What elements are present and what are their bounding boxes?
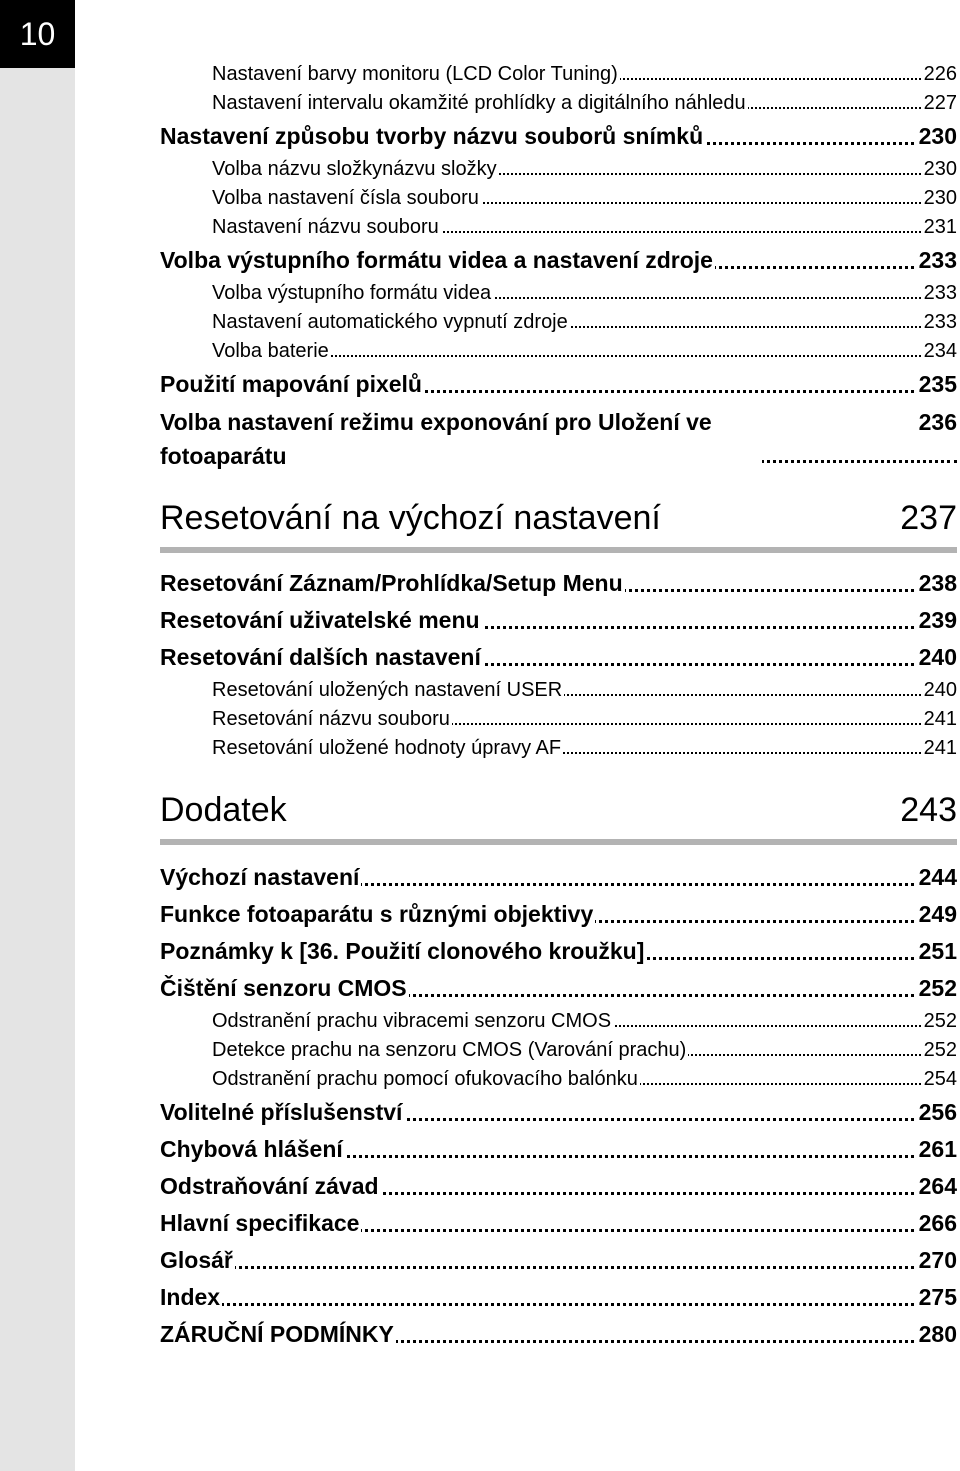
toc-entry-title: Odstraňování závad [160, 1168, 381, 1205]
toc-entry[interactable] [160, 403, 957, 473]
toc-entry-page: 230 [922, 184, 957, 213]
toc-entry-title: Resetování dalších nastavení [160, 639, 483, 676]
toc-entry[interactable] [212, 1065, 957, 1094]
toc-entry-page: 234 [922, 337, 957, 366]
section-title: Resetování na výchozí nastavení [160, 499, 661, 537]
section-title: Dodatek [160, 791, 287, 829]
toc-entry[interactable] [160, 1316, 957, 1353]
toc-entry-page: 244 [917, 859, 957, 896]
toc-entry[interactable] [160, 242, 957, 279]
toc-entry[interactable] [160, 1279, 957, 1316]
toc-entry-page: 275 [917, 1279, 957, 1316]
toc-entry[interactable] [212, 279, 957, 308]
toc-entry[interactable] [160, 1168, 957, 1205]
toc-entry-page: 256 [917, 1094, 957, 1131]
toc-entry-page: 236 [917, 405, 957, 439]
toc-entry-page: 280 [917, 1316, 957, 1353]
toc-entry-page: 241 [922, 734, 957, 763]
toc-entry-title: Nastavení způsobu tvorby názvu souborů snímků [160, 118, 705, 155]
toc-entry-page: 239 [917, 602, 957, 639]
toc-entry-title: Poznámky k [36. Použití clonového kroužku] [160, 933, 646, 970]
toc-entry-page: 252 [917, 970, 957, 1007]
toc-entry-title: Chybová hlášení [160, 1131, 345, 1168]
toc-entry-page: 252 [922, 1007, 957, 1036]
section-page: 243 [900, 791, 957, 829]
toc-entry-page: 266 [917, 1205, 957, 1242]
toc-entry[interactable] [212, 705, 957, 734]
toc-entry-title: Glosář [160, 1242, 235, 1279]
toc-entry-page: 270 [917, 1242, 957, 1279]
toc-entry-page: 235 [917, 366, 957, 403]
toc-entry[interactable] [212, 676, 957, 705]
toc-entry-page: 226 [922, 60, 957, 89]
toc-entry-title: Resetování uložené hodnoty úpravy AF [212, 734, 563, 763]
toc-entry-title: Nastavení názvu souboru [212, 213, 441, 242]
section-heading[interactable] [160, 491, 957, 553]
toc-entry-page: 233 [922, 308, 957, 337]
toc-entry-page: 261 [917, 1131, 957, 1168]
toc-entry-title: Odstranění prachu vibracemi senzoru CMOS [212, 1007, 613, 1036]
toc-entry[interactable] [160, 639, 957, 676]
toc-entry-title: Resetování uživatelské menu [160, 602, 482, 639]
toc-entry[interactable] [160, 1242, 957, 1279]
toc-entry-title: Resetování názvu souboru [212, 705, 452, 734]
toc-entry[interactable] [160, 896, 957, 933]
toc-entry[interactable] [160, 970, 957, 1007]
toc-entry-title: Hlavní specifikace [160, 1205, 361, 1242]
toc-entry-page: 240 [922, 676, 957, 705]
toc-entry-title: Resetování Záznam/Prohlídka/Setup Menu [160, 565, 625, 602]
toc-entry-title: Volba baterie [212, 337, 331, 366]
toc-entry[interactable] [212, 1036, 957, 1065]
toc-entry[interactable] [212, 184, 957, 213]
toc-entry[interactable] [160, 602, 957, 639]
toc-entry-title: Volba výstupního formátu videa a nastavení zdroje [160, 242, 715, 279]
page-number-tab: 10 [0, 0, 75, 68]
toc-entry-page: 230 [917, 118, 957, 155]
toc-entry-page: 233 [917, 242, 957, 279]
toc-entry-title: Odstranění prachu pomocí ofukovacího balónku [212, 1065, 640, 1094]
toc-entry[interactable] [212, 337, 957, 366]
toc-entry-page: 231 [922, 213, 957, 242]
toc-entry-page: 241 [922, 705, 957, 734]
side-band [0, 0, 75, 1471]
toc-entry[interactable] [160, 118, 957, 155]
toc-entry-title: Nastavení automatického vypnutí zdroje [212, 308, 570, 337]
toc-entry[interactable] [212, 734, 957, 763]
toc-entry-page: 249 [917, 896, 957, 933]
toc-entry[interactable] [160, 933, 957, 970]
toc-entry-page: 227 [922, 89, 957, 118]
toc-entry-page: 240 [917, 639, 957, 676]
toc-entry-title: Volba názvu složkynázvu složky [212, 155, 499, 184]
toc-entry-page: 252 [922, 1036, 957, 1065]
toc-entry-page: 233 [922, 279, 957, 308]
toc-entry-title: Resetování uložených nastavení USER [212, 676, 564, 705]
toc-entry-page: 238 [917, 565, 957, 602]
toc-entry-page: 230 [922, 155, 957, 184]
toc-entry[interactable] [160, 859, 957, 896]
toc-entry-page: 264 [917, 1168, 957, 1205]
toc-entry[interactable] [160, 565, 957, 602]
toc-entry[interactable] [160, 366, 957, 403]
toc-entry[interactable] [212, 213, 957, 242]
section-heading[interactable] [160, 783, 957, 845]
toc-entry-page: 251 [917, 933, 957, 970]
toc-entry[interactable] [212, 89, 957, 118]
toc-entry-title: Index [160, 1279, 222, 1316]
toc-entry[interactable] [160, 1131, 957, 1168]
toc-entry[interactable] [212, 60, 957, 89]
toc-entry-title: Funkce fotoaparátu s různými objektivy [160, 896, 595, 933]
toc-entry-title: Použití mapování pixelů [160, 366, 424, 403]
toc-entry[interactable] [160, 1205, 957, 1242]
table-of-contents [160, 60, 957, 1353]
toc-entry-title: Volba nastavení čísla souboru [212, 184, 481, 213]
toc-entry-title: Volitelné příslušenství [160, 1094, 404, 1131]
toc-entry-title: Detekce prachu na senzoru CMOS (Varování prachu) [212, 1036, 688, 1065]
section-page: 237 [900, 499, 957, 537]
toc-entry-title: Výchozí nastavení [160, 859, 361, 896]
toc-entry-title: Volba výstupního formátu videa [212, 279, 493, 308]
toc-entry-title: Nastavení intervalu okamžité prohlídky a digitálního náhledu [212, 89, 748, 118]
toc-entry-title: Čištění senzoru CMOS [160, 970, 409, 1007]
toc-entry-title: Volba nastavení režimu exponování pro Uložení ve fotoaparátu [160, 405, 762, 473]
toc-entry[interactable] [160, 1094, 957, 1131]
toc-entry[interactable] [212, 155, 957, 184]
toc-entry-page: 254 [922, 1065, 957, 1094]
toc-entry[interactable] [212, 1007, 957, 1036]
toc-entry-title: Nastavení barvy monitoru (LCD Color Tuning) [212, 60, 620, 89]
toc-entry[interactable] [212, 308, 957, 337]
toc-entry-title: ZÁRUČNÍ PODMÍNKY [160, 1316, 396, 1353]
